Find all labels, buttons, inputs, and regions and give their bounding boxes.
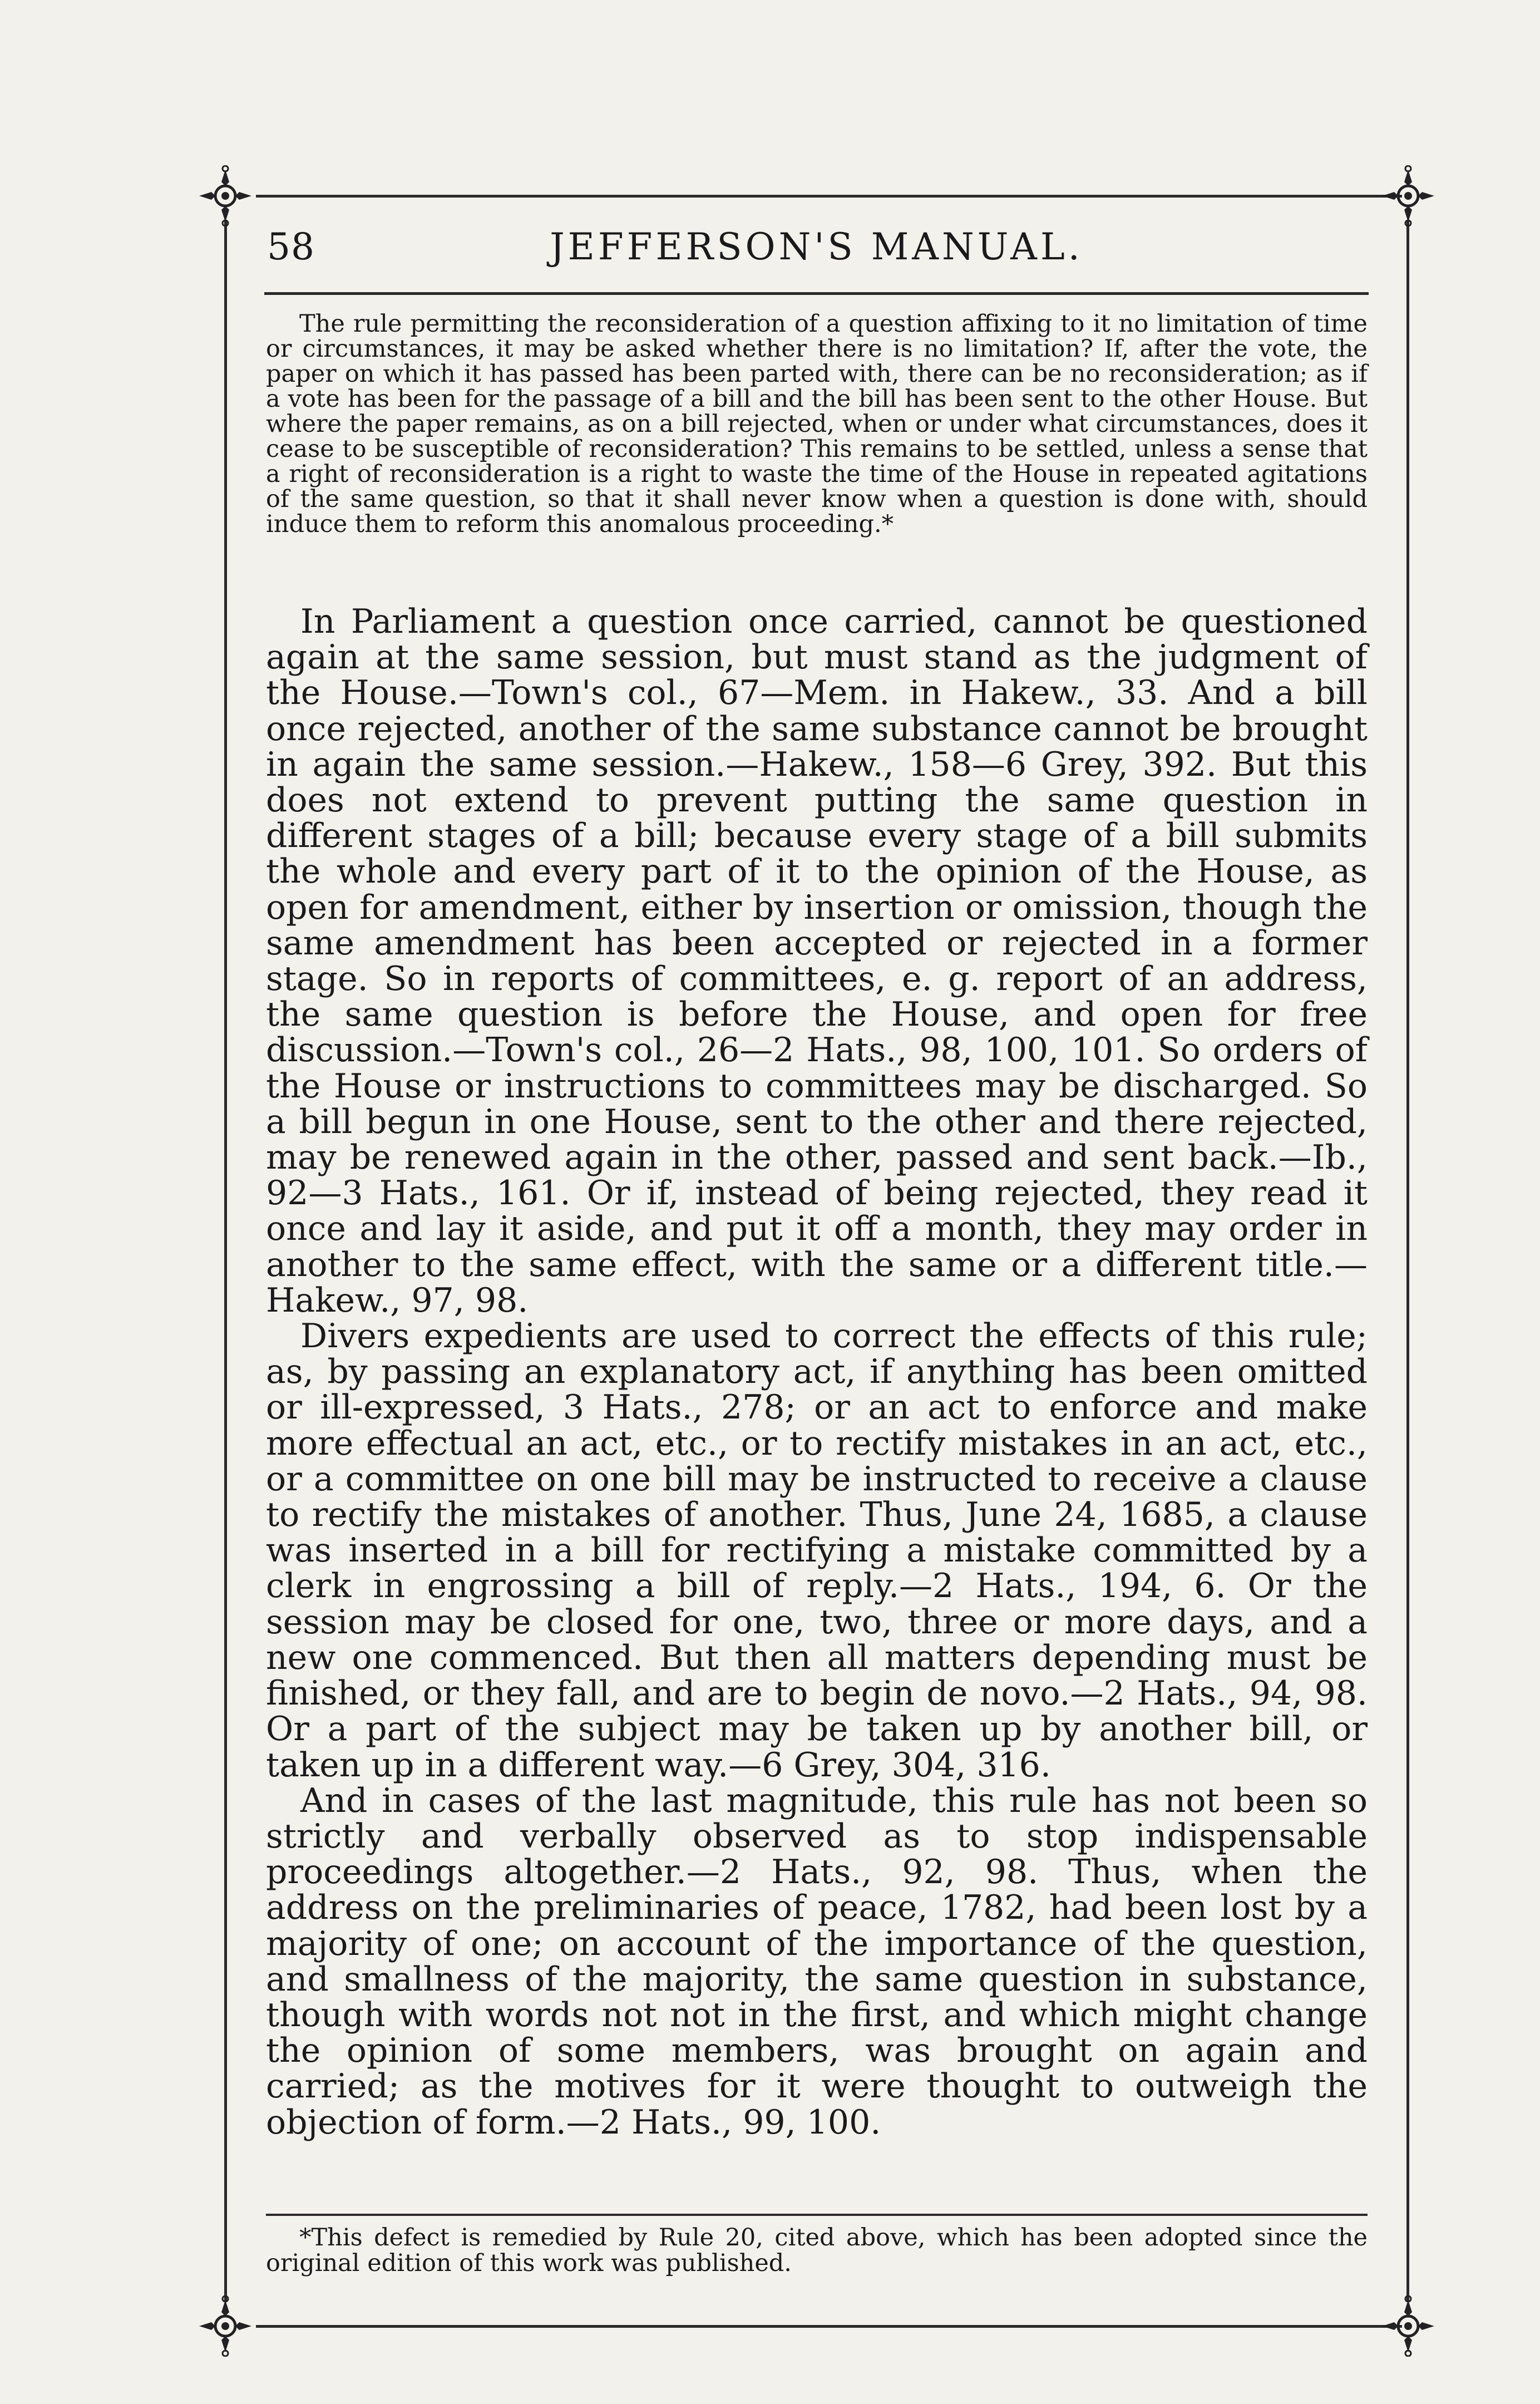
frame-left-rule <box>224 220 227 2301</box>
frame-bottom-rule <box>256 2325 1402 2328</box>
body-paragraph: In Parliament a question once carried, cannot be questioned again at the same session, but must stand as the judgment of the House.—Town's col., 67—Mem. in Hakew., 33. And a bill once rejected, another of the same substance cannot be brought in again the same session.—Hakew., 158—6 Grey, 392. But this does not extend to prevent putting the same question in different stages of a bill; because every stage of a bill submits the whole and every part of it to the opinion of the House, as open for amendment, either by insertion or omission, though the same amendment has been accepted or rejected in a former stage. So in reports of committees, e. g. report of an address, the same question is before the House, and open for free discussion.—Town's col., 26—2 Hats., 98, 100, 101. So orders of the House or instructions to committees may be discharged. So a bill begun in one House, sent to the other and there rejected, may be renewed again in the other, passed and sent back.—Ib., 92—3 Hats., 161. Or if, instead of being rejected, they read it once and lay it aside, and put it off a month, they may order in another to the same effect, with the same or a different title.—Hakew., 97, 98. <box>266 602 1368 1320</box>
frame-top-rule <box>256 195 1402 198</box>
intro-note-paragraph: The rule permitting the reconsideration of a question affixing to it no limitation of time or circumstances, it may be asked whether there is no limitation? If, after the vote, the paper on which it has passed has been parted with, there can be no reconsideration; as if a vote has been for the passage of a bill and the bill has been sent to the other House. But where the paper remains, as on a bill rejected, when or under what circumstances, does it cease to be susceptible of reconsideration? This remains to be settled, unless a sense that a right of reconsideration is a right to waste the time of the House in repeated agitations of the same question, so that it shall never know when a question is done with, should induce them to reform this anomalous proceeding.* <box>266 310 1368 538</box>
page-number: 58 <box>267 225 315 268</box>
corner-ornament-icon <box>1378 165 1439 226</box>
header-divider <box>264 292 1369 295</box>
main-text <box>266 604 1368 2140</box>
body-paragraph: Divers expedients are used to correct the effects of this rule; as, by passing an explanatory act, if anything has been omitted or ill-expressed, 3 Hats., 278; or an act to enforce and make more effectual an act, etc., or to rectify mistakes in an act, etc., or a committee on one bill may be instructed to receive a clause to rectify the mistakes of another. Thus, June 24, 1685, a clause was inserted in a bill for rectifying a mistake committed by a clerk in engrossing a bill of reply.—2 Hats., 194, 6. Or the session may be closed for one, two, three or more days, and a new one commenced. But then all matters depending must be finished, or they fall, and are to begin de novo.—2 Hats., 94, 98. Or a part of the subject may be taken up by another bill, or taken up in a different way.—6 Grey, 304, 316. <box>266 1317 1368 1785</box>
intro-note <box>266 312 1368 537</box>
running-title: JEFFERSON'S MANUAL. <box>550 225 1083 268</box>
footnote <box>266 2225 1368 2276</box>
footnote-divider <box>266 2214 1368 2216</box>
corner-ornament-icon <box>195 2295 256 2357</box>
corner-ornament-icon <box>195 165 256 226</box>
body-paragraph: And in cases of the last magnitude, this rule has not been so strictly and verbally observed as to stop indispensable proceedings altogether.—2 Hats., 92, 98. Thus, when the address on the preliminaries of peace, 1782, had been lost by a majority of one; on account of the importance of the question, and smallness of the majority, the same question in substance, though with words not not in the first, and which might change the opinion of some members, was brought on again and carried; as the motives for it were thought to outweigh the objection of form.—2 Hats., 99, 100. <box>266 1781 1368 2142</box>
frame-right-rule <box>1406 220 1409 2301</box>
running-header <box>267 220 1366 287</box>
footnote-text: *This defect is remedied by Rule 20, cited above, which has been adopted since the original edition of this work was published. <box>266 2224 1368 2277</box>
corner-ornament-icon <box>1378 2295 1439 2357</box>
